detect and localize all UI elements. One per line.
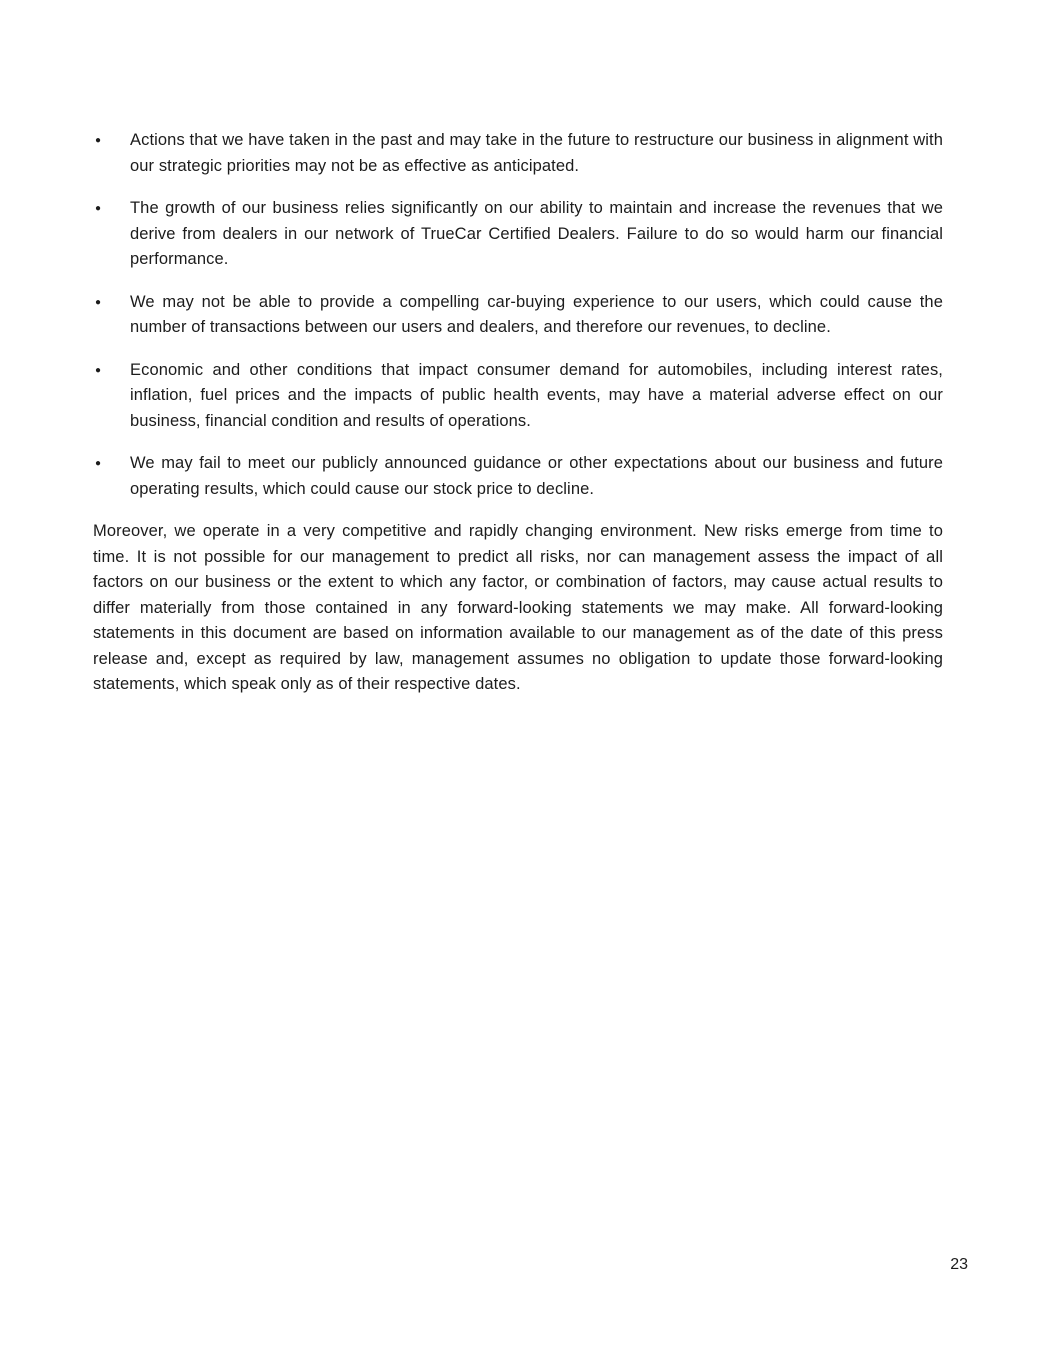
- bullet-text: We may not be able to provide a compelling car-buying experience to our users, which could cause the number of transactions between our users and dealers, and therefore our revenues, to decline.: [130, 292, 943, 336]
- list-item: [93, 196, 943, 273]
- list-item: [93, 290, 943, 341]
- bullet-icon: ●: [95, 135, 102, 146]
- risk-bullet-list: [93, 128, 943, 502]
- bullet-text: Actions that we have taken in the past and may take in the future to restructure our business in alignment with our strategic priorities may not be as effective as anticipated.: [130, 131, 943, 175]
- list-item: [93, 451, 943, 502]
- bullet-text: Economic and other conditions that impact consumer demand for automobiles, including interest rates, inflation, fuel prices and the impacts of public health events, may have a material adverse effect on our business, financial condition and results of operations.: [130, 360, 943, 430]
- bullet-text: The growth of our business relies significantly on our ability to maintain and increase the revenues that we derive from dealers in our network of TrueCar Certified Dealers. Failure to do so would harm our financial performance.: [130, 199, 943, 268]
- bullet-text: We may fail to meet our publicly announced guidance or other expectations about our business and future operating results, which could cause our stock price to decline.: [130, 454, 943, 498]
- bullet-icon: ●: [95, 364, 102, 376]
- closing-paragraph: Moreover, we operate in a very competitive and rapidly changing environment. New risks emerge from time to time. It is not possible for our management to predict all risks, nor can management assess the impact of all factors on our business or the extent to which any factor, or combination of factors, may cause actual results to differ materially from those contained in any forward-looking statements we may make. All forward-looking statements in this document are based on information available to our management as of the date of this press release and, except as required by law, management assumes no obligation to update those forward-looking statements, which speak only as of their respective dates.: [93, 522, 943, 693]
- list-item: [93, 358, 943, 435]
- list-item: [93, 128, 943, 179]
- page-number: 23: [950, 1256, 968, 1273]
- bullet-icon: ●: [95, 458, 102, 469]
- bullet-icon: ●: [95, 296, 102, 308]
- bullet-icon: ●: [95, 203, 102, 214]
